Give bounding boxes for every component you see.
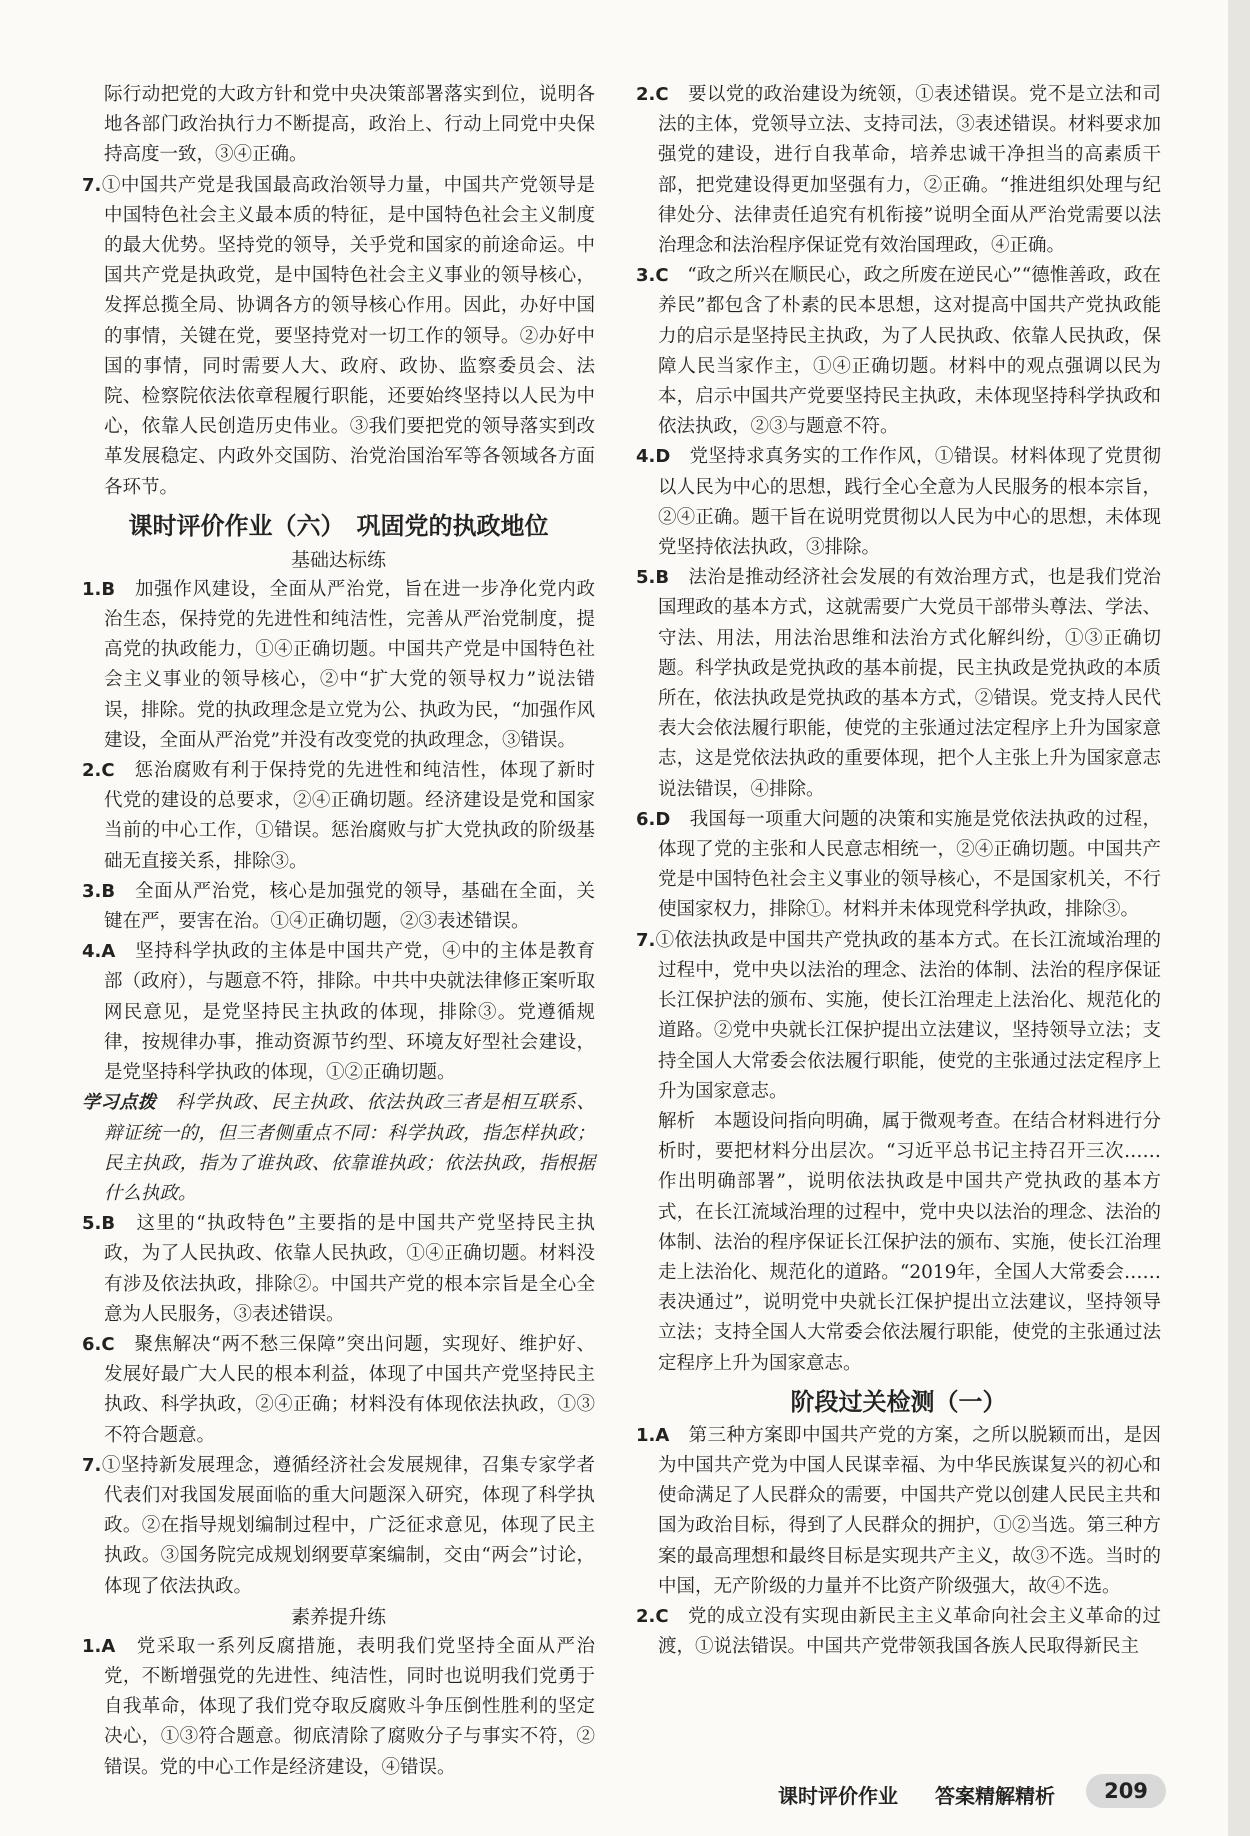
answer-number: 6.D	[636, 808, 671, 830]
answer-number: 1.B	[82, 578, 116, 600]
answer-text: 要以党的政治建设为统领，①表述错误。党不是立法和司法的主体，党领导立法、支持司法，③表述错误。材料要求加强党的建设，进行自我革命，培养忠诚干净担当的高素质干部，把党建设得更加坚强有力，②正确。“推进组织处理与纪律处分、法律责任追究有机衔接”说明全面从严治党需要以法治理念和法治程序保证党有效治国理政，④正确。	[658, 84, 1161, 257]
page-number: 209	[1086, 1774, 1166, 1808]
answer-text: 我国每一项重大问题的决策和实施是党依法执政的过程，体现了党的主张和人民意志相统一，②④正确切题。中国共产党是中国特色社会主义事业的领导核心，不是国家机关，不行使国家权力，排除①。材料并未体现党科学执政，排除③。	[658, 808, 1161, 921]
answer-number: 4.A	[82, 941, 116, 963]
study-tip-text: 科学执政、民主执政、依法执政三者是相互联系、辩证统一的，但三者侧重点不同：科学执政，指怎样执政；民主执政，指为了谁执政、依靠谁执政；依法执政，指根据什么执政。	[104, 1092, 595, 1204]
answer-text: 党坚持求真务实的工作作风，①错误。材料体现了党贯彻以人民为中心的思想，践行全心全意为人民服务的根本宗旨，②④正确。题干旨在说明党贯彻以人民为中心的思想，未体现党坚持依法执政，③排除。	[658, 446, 1161, 559]
answer-number: 1.A	[82, 1635, 116, 1657]
answer-item	[636, 261, 1161, 442]
answer-number: 3.B	[82, 880, 116, 902]
answer-item	[636, 563, 1161, 805]
page-edge	[1228, 0, 1250, 1836]
answer-item	[82, 1632, 595, 1783]
intro-paragraph: 际行动把党的大政方针和党中央决策部署落实到位，说明各地各部门政治执行力不断提高，政治上、行动上同党中央保持高度一致，③④正确。	[104, 84, 595, 166]
answer-text: 法治是推动经济社会发展的有效治理方式，也是我们党治国理政的基本方式，这就需要广大党员干部带头尊法、学法、守法、用法，用法治思维和法治方式化解纠纷，①③正确切题。科学执政是党执政的基本前提，民主执政是党执政的本质所在，依法执政是党执政的基本方式，②错误。党支持人民代表大会依法履行职能，使党的主张通过法定程序上升为国家意志，这是党依法执政的重要体现，把个人主张上升为国家意志说法错误，④排除。	[658, 567, 1161, 800]
study-tip	[82, 1088, 595, 1209]
answer-item	[82, 937, 595, 1088]
answer-text: “政之所兴在顺民心，政之所废在逆民心”“德惟善政，政在养民”都包含了朴素的民本思想，这对提高中国共产党执政能力的启示是坚持民主执政，为了人民执政、依靠人民执政，保障人民当家作主，①④正确切题。材料中的观点强调以民为本，启示中国共产党要坚持民主执政，未体现坚持科学执政和依法执政，②③与题意不符。	[658, 265, 1161, 438]
answer-text: 聚焦解决“两不愁三保障”突出问题，实现好、维护好、发展好最广大人民的根本利益，体现了中国共产党坚持民主执政、科学执政，②④正确；材料没有体现依法执政，①③不符合题意。	[104, 1333, 595, 1446]
answer-item	[636, 926, 1161, 1107]
analysis-paragraph: 解析 本题设问指向明确，属于微观考查。在结合材料进行分析时，要把材料分出层次。“习近平总书记主持召开三次……作出明确部署”，说明依法执政是中国共产党执政的基本方式，在长江流域治理的过程中，党中央以法治的理念、法治的体制、法治的程序保证长江保护法的颁布、实施，使长江治理走上法治化、规范化的道路。“2019年，全国人大常委会……表决通过”，说明党中央就长江保护提出立法建议，坚持领导立法；支持全国人大常委会依法履行职能，使党的主张通过法定程序上升为国家意志。	[658, 1110, 1161, 1374]
answer-item	[82, 877, 595, 937]
answer-item	[82, 1209, 595, 1330]
answer-number: 2.C	[82, 760, 115, 782]
answer-item	[82, 756, 595, 877]
answer-number: 2.C	[636, 84, 669, 105]
answer-number: 5.B	[636, 567, 670, 589]
answer-item	[636, 442, 1161, 563]
answer-item	[82, 171, 595, 503]
footer-section-title: 答案精解精析	[935, 1784, 1055, 1808]
answer-number: 1.A	[636, 1424, 670, 1446]
answer-item	[636, 1421, 1161, 1602]
answer-item	[636, 80, 1161, 261]
answer-text: ①依法执政是中国共产党执政的基本方式。在长江流域治理的过程中，党中央以法治的理念、法治的体制、法治的程序保证长江保护法的颁布、实施，使长江治理走上法治化、规范化的道路。②党中央就长江保护提出立法建议，坚持领导立法；支持全国人大常委会依法履行职能，使党的主张通过法定程序上升为国家意志。	[655, 929, 1161, 1102]
answer-item	[82, 1451, 595, 1602]
answer-text: 党采取一系列反腐措施，表明我们党坚持全面从严治党，不断增强党的先进性、纯洁性，同时也说明我们党勇于自我革命，体现了我们党夺取反腐败斗争压倒性胜利的坚定决心，①③符合题意。彻底清除了腐败分子与事实不符，②错误。党的中心工作是经济建设，④错误。	[104, 1635, 595, 1778]
answer-text: ①中国共产党是我国最高政治领导力量，中国共产党领导是中国特色社会主义最本质的特征，是中国特色社会主义制度的最大优势。坚持党的领导，关乎党和国家的前途命运。中国共产党是执政党，是中国特色社会主义事业的领导核心，发挥总揽全局、协调各方的领导核心作用。因此，办好中国的事情，关键在党，要坚持党对一切工作的领导。②办好中国的事情，同时需要人大、政府、政协、监察委员会、法院、检察院依法依章程履行职能，还要始终坚持以人民为中心，依靠人民创造历史伟业。③我们要把党的领导落实到改革发展稳定、内政外交国防、治党治国治军等各领域各方面各环节。	[101, 174, 595, 498]
answer-number: 4.D	[636, 446, 671, 468]
answer-item	[636, 805, 1161, 926]
answer-text: 加强作风建设，全面从严治党，旨在进一步净化党内政治生态，保持党的先进性和纯洁性，完善从严治党制度，提高党的执政能力，①④正确切题。中国共产党是中国特色社会主义事业的领导核心，②中“扩大党的领导权力”说法错误，排除。党的执政理念是立党为公、执政为民，“加强作风建设，全面从严治党”并没有改变党的执政理念，③错误。	[104, 578, 595, 751]
right-column	[636, 80, 1161, 1662]
answer-number: 2.C	[636, 1605, 669, 1627]
answer-number: 6.C	[82, 1333, 115, 1355]
section-title: 课时评价作业（六） 巩固党的执政地位	[128, 511, 549, 540]
answer-item	[82, 1330, 595, 1451]
answer-item	[636, 1602, 1161, 1662]
answer-number: 7.	[636, 929, 656, 951]
answer-text: 坚持科学执政的主体是中国共产党，④中的主体是教育部（政府），与题意不符，排除。中共中央就法律修正案听取网民意见，是党坚持民主执政的体现，排除③。党遵循规律，按规律办事，推动资源节约型、环境友好型社会建设，是党坚持科学执政的体现，①②正确切题。	[104, 941, 595, 1084]
answer-text: ①坚持新发展理念，遵循经济社会发展规律，召集专家学者代表们对我国发展面临的重大问题深入研究，体现了科学执政。②在指导规划编制过程中，广泛征求意见，体现了民主执政。③国务院完成规划纲要草案编制，交由“两会”讨论，体现了依法执政。	[101, 1454, 595, 1597]
answer-number: 5.B	[82, 1213, 116, 1235]
answer-text: 全面从严治党，核心是加强党的领导，基础在全面，关键在严，要害在治。①④正确切题，②③表述错误。	[104, 880, 595, 933]
section-title: 阶段过关检测（一）	[790, 1387, 1007, 1416]
subsection-title: 素养提升练	[290, 1605, 386, 1628]
answer-number: 7.	[82, 1454, 102, 1476]
answer-text: 党的成立没有实现由新民主主义革命向社会主义革命的过渡，①说法错误。中国共产党带领我国各族人民取得新民主	[658, 1605, 1161, 1658]
answer-item	[82, 575, 595, 756]
answer-number: 7.	[82, 174, 102, 196]
study-tip-label: 学习点拨	[82, 1092, 157, 1114]
page-footer	[0, 1772, 1250, 1812]
answer-number: 3.C	[636, 265, 669, 287]
left-column	[82, 80, 595, 1783]
footer-book-title: 课时评价作业	[778, 1784, 898, 1808]
subsection-title: 基础达标练	[290, 548, 386, 571]
answer-text: 这里的“执政特色”主要指的是中国共产党坚持民主执政，为了人民执政、依靠人民执政，①④正确切题。材料没有涉及依法执政，排除②。中国共产党的根本宗旨是全心全意为人民服务，③表述错误。	[104, 1213, 595, 1325]
answer-text: 第三种方案即中国共产党的方案，之所以脱颖而出，是因为中国共产党为中国人民谋幸福、为中华民族谋复兴的初心和使命满足了人民群众的需要，中国共产党以创建人民民主共和国为政治目标，得到了人民群众的拥护，①②当选。第三种方案的最高理想和最终目标是实现共产主义，故③不选。当时的中国，无产阶级的力量并不比资产阶级强大，故④不选。	[658, 1424, 1161, 1597]
answer-text: 惩治腐败有利于保持党的先进性和纯洁性，体现了新时代党的建设的总要求，②④正确切题。经济建设是党和国家当前的中心工作，①错误。惩治腐败与扩大党执政的阶级基础无直接关系，排除③。	[104, 760, 595, 872]
